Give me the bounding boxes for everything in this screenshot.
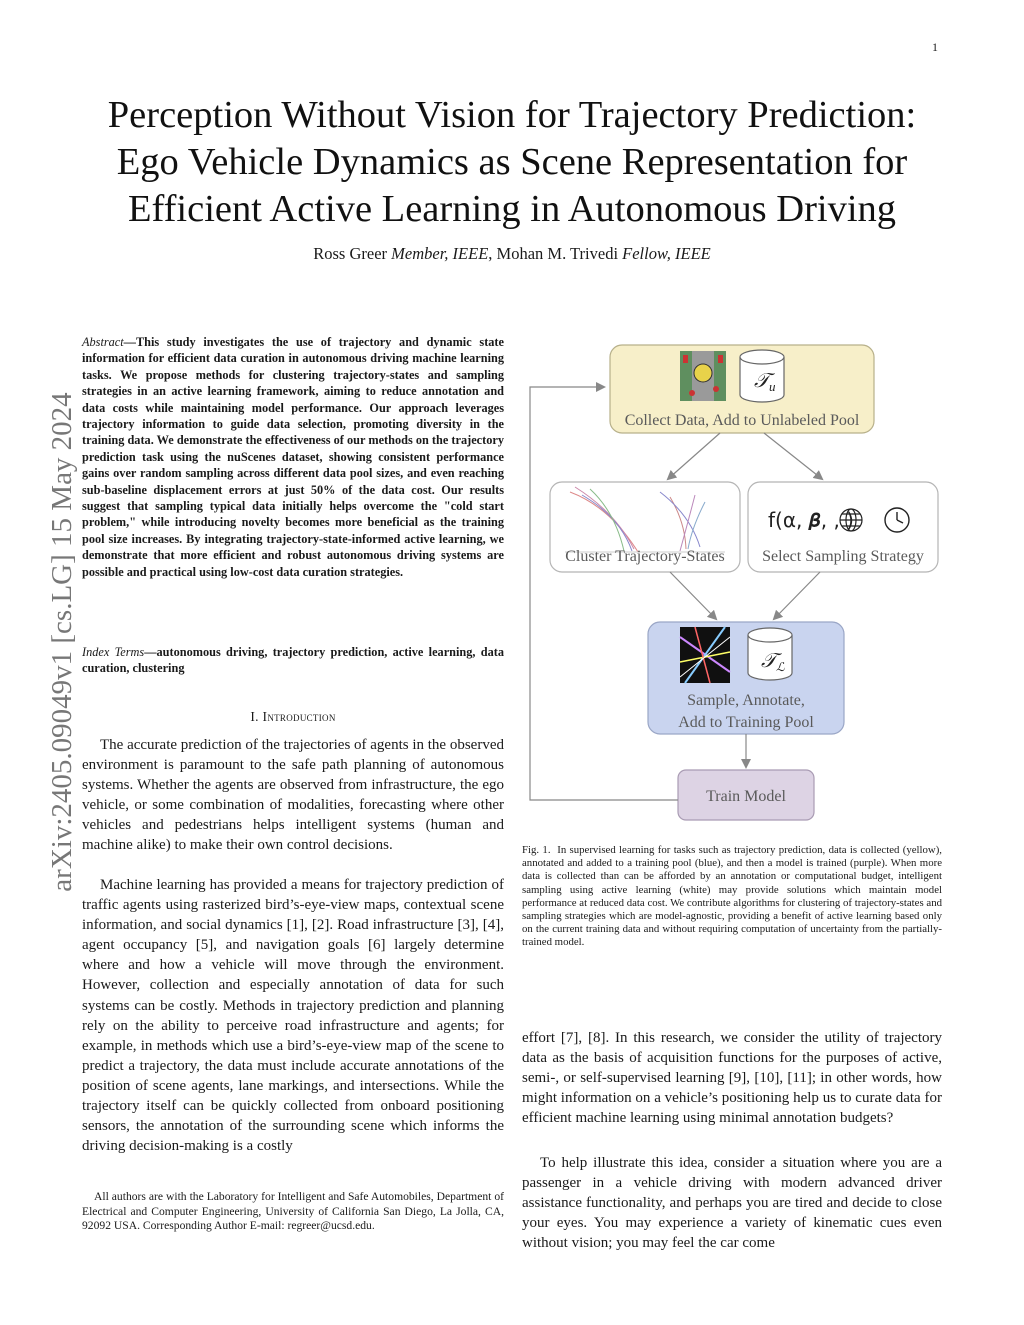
author-1-name: Ross Greer — [313, 244, 388, 263]
affiliation-footnote — [82, 1190, 504, 1234]
caption-text: In supervised learning for tasks such as trajectory prediction, data is collected (yellow), annotated and added to a training pool (blue), and then a model is trained (purple). When more data is collected than can be afforded by an annotation or computational budget, intelligent sampling using active learning (white) may provide solutions which maintain model performance at reduced data cost. We contribute algorithms for clustering of trajectory-states and sampling strategies which are model-agnostic, providing a benefit of active learning based only on the current training data and without requiring computation of uncertainty from the partially-trained model. — [522, 844, 942, 949]
section-number: I. — [250, 709, 259, 724]
figure-1-diagram — [520, 337, 940, 827]
pool-l-subscript: ℒ — [776, 660, 785, 674]
abstract-text: This study investigates the use of trajectory and dynamic state information for efficient data curation in autonomous driving machine learning tasks. We propose methods for clustering trajectory-states and sampling strategies in an active learning framework, aiming to reduce annotation and data costs while maintaining model performance. Our approach leverages trajectory information to guide data selection, promoting diversity in the training data. We demonstrate the effectiveness of our methods on the trajectory prediction task using the nuScenes dataset, showing consistent performance gains over random sampling across different data pool sizes, and even reaching sub-baseline displacement errors at just 50% of the data cost. Our results suggest that sampling typical data initially helps overcome the "cold start problem," while introducing novelty becomes more beneficial as the training pool size increases. By integrating trajectory-state-informed active learning, we demonstrate that more efficient and robust autonomous driving systems are possible and practical using low-cost data curation strategies. — [82, 335, 504, 579]
author-2-name: Mohan M. Trivedi — [496, 244, 619, 263]
index-terms: Index Terms—autonomous driving, trajectory prediction, active learning, data curation, clustering — [82, 645, 504, 676]
arrow-select-to-sample — [774, 572, 820, 619]
select-label: Select Sampling Strategy — [762, 548, 924, 565]
intro-paragraph-1 — [82, 735, 504, 856]
right-paragraph-1 — [522, 1028, 942, 1128]
arrow-collect-to-select — [764, 433, 822, 479]
train-model-label: Train Model — [706, 788, 786, 805]
ego-vehicle-image — [680, 351, 726, 401]
index-terms-label: Index Terms — [82, 645, 145, 659]
abstract-label: Abstract — [82, 335, 124, 349]
index-terms-text: autonomous driving, trajectory prediction, active learning, data curation, clustering — [82, 645, 504, 676]
arrow-cluster-to-sample — [670, 572, 716, 619]
abstract: Abstract—This study investigates the use of trajectory and dynamic state information for efficient data curation in autonomous driving machine learning tasks. We propose methods for clustering trajectory-states and sampling strategies in an active learning framework, aiming to reduce annotation and data costs while maintaining model performance. Our approach leverages trajectory information to guide data selection, promoting diversity in the training data. We demonstrate the effectiveness of our methods on the trajectory prediction task using the nuScenes dataset, showing consistent performance gains over random sampling across different data pool sizes, and even reaching sub-baseline displacement errors at just 50% of the data cost. Our results suggest that sampling typical data initially helps overcome the "cold start problem," while introducing novelty becomes more beneficial as the training pool size increases. By integrating trajectory-state-informed active learning, we demonstrate that more efficient and robust autonomous driving systems are possible and practical using low-cost data curation strategies. — [82, 335, 504, 579]
feedback-loop-arrow — [530, 387, 678, 800]
paragraph-text: The accurate prediction of the trajectories of agents in the observed environment is paramount to the safe path planning of autonomous systems. Whether the agents are observed from infrastructure, the ego vehicle, or some combination of modalities, forecasting where other vehicles and pedestrians helps intelligent systems (human and machine alike) to make their own control decisions. — [82, 737, 504, 854]
arrow-collect-to-cluster — [668, 433, 720, 479]
footnote-text: All authors are with the Laboratory for Intelligent and Safe Automobiles, Department of Electrical and Computer Engineering, University of California San Diego, La Jolla, CA, 92092 USA. Corresponding Author E-mail: regreer@ucsd.edu. — [82, 1190, 504, 1233]
pool-u-subscript: u — [769, 379, 776, 394]
pool-l-symbol: 𝒯 — [761, 650, 777, 672]
title-line-1: Perception Without Vision for Trajectory Prediction: — [107, 94, 917, 136]
sampling-formula: f(α, 𝜷, , ) — [768, 508, 854, 532]
intro-paragraph-2 — [82, 875, 504, 1156]
training-pool-database-icon — [748, 628, 792, 680]
unlabeled-pool-database-icon — [740, 350, 784, 402]
title-line-3: Efficient Active Learning in Autonomous Driving — [127, 188, 897, 230]
section-heading — [82, 709, 504, 725]
author-list: Ross Greer Member, IEEE, Mohan M. Trivedi Fellow, IEEE — [313, 244, 711, 263]
paragraph-text: To help illustrate this idea, consider a situation where you are a passenger in a vehicle driving with modern advanced driver assistance functionality, and perhaps you are tired and decide to close your eyes. You may experience a variety of kinematic cues even without vision; you may feel the car come — [522, 1155, 942, 1252]
author-1-role: Member, IEEE — [391, 244, 489, 263]
collect-data-label: Collect Data, Add to Unlabeled Pool — [624, 412, 860, 429]
paper-title — [40, 92, 984, 233]
title-line-2: Ego Vehicle Dynamics as Scene Representation for — [116, 141, 908, 183]
section-title: Introduction — [262, 709, 336, 724]
annotated-bev-map-image — [680, 627, 730, 683]
paragraph-text: effort [7], [8]. In this research, we consider the utility of trajectory data as the basis of acquisition functions for the purposes of active, semi-, or self-supervised learning [9], [10], [11]; in other words, how might information on a vehicle’s positioning help us to curate data for efficient machine learning using minimal annotation budgets? — [522, 1030, 942, 1127]
sample-label-line-1: Sample, Annotate, — [687, 692, 805, 709]
right-paragraph-2 — [522, 1153, 942, 1253]
cluster-label: Cluster Trajectory-States — [565, 548, 725, 565]
page-number: 1 — [932, 40, 938, 54]
paragraph-text: Machine learning has provided a means for trajectory prediction of traffic agents using rasterized bird’s-eye-view maps, contextual scene information, and social dynamics [1], [2]. Road infrastructure [3], [4], agent occupancy [5], and navigation goals [6] largely determine where and how a vehicle will move through the environment. However, collection and especially annotation of data for such systems can be costly. Methods in trajectory prediction and planning rely on the ability to perceive road infrastructure and agents; for example, in methods which use a bird’s-eye-view map of the scene to predict a trajectory, the data must include accurate annotations of the position of scene agents, lane markings, and intersections. While the trajectory itself can be quickly collected from onboard positioning sensors, the annotation of the surrounding scene which informs the driving decision-making is a costly — [82, 877, 504, 1155]
pool-u-symbol: 𝒯 — [754, 370, 770, 392]
arxiv-stamp: arXiv:2405.09049v1 [cs.LG] 15 May 2024 — [46, 392, 78, 892]
sample-label-line-2: Add to Training Pool — [678, 714, 814, 731]
author-2-role: Fellow, IEEE — [622, 244, 711, 263]
figure-1-caption — [522, 844, 942, 950]
caption-label: Fig. 1. — [522, 844, 551, 856]
